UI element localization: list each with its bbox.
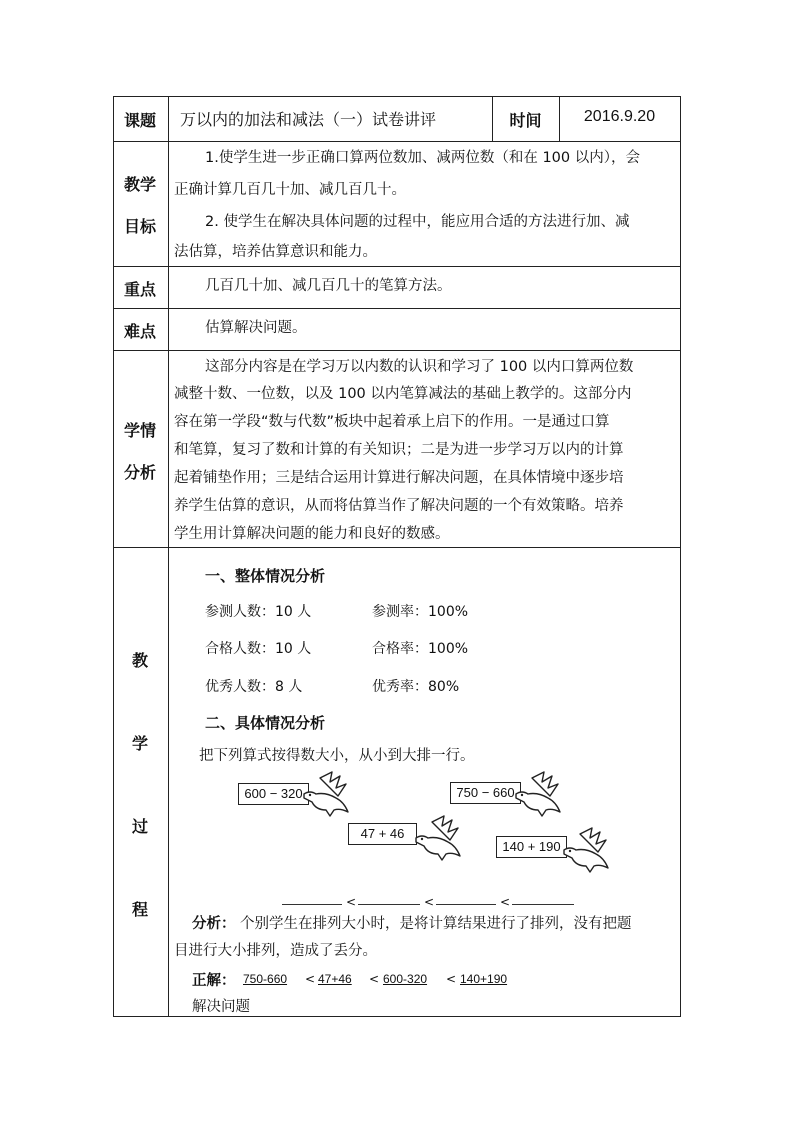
table-border-bottom bbox=[113, 1016, 680, 1017]
instruction-text: 把下列算式按得数大小，从小到大排一行。 bbox=[199, 748, 475, 764]
dove-icon bbox=[512, 770, 564, 822]
difficulty-text: 估算解决问题。 bbox=[205, 320, 307, 336]
answer-label: 正解： bbox=[192, 973, 236, 989]
analysis-line: 这部分内容是在学习万以内数的认识和学习了 100 以内口算两位数 bbox=[205, 359, 634, 375]
table-row-divider bbox=[113, 308, 680, 309]
less-than-sign: < bbox=[346, 895, 357, 909]
stat-right: 优秀率：80% bbox=[372, 679, 460, 695]
expression-box: 140 + 190 bbox=[496, 836, 567, 858]
answer-blank bbox=[512, 904, 574, 905]
stat-right: 参测率：100% bbox=[372, 604, 469, 620]
answer-value: 750-660 bbox=[243, 972, 288, 986]
section2-title: 二、具体情况分析 bbox=[205, 714, 326, 732]
table-row-divider bbox=[113, 266, 680, 267]
dove-icon bbox=[560, 826, 612, 878]
table-border-top bbox=[113, 96, 680, 97]
difficulty-label: 难点 bbox=[123, 322, 156, 341]
goals-line: 法估算，培养估算意识和能力。 bbox=[174, 244, 377, 260]
stat-left: 优秀人数：8 人 bbox=[205, 679, 303, 695]
less-than-sign: < bbox=[446, 972, 457, 986]
table-border-right bbox=[680, 96, 681, 1017]
less-than-sign: < bbox=[500, 895, 511, 909]
answer-value: 47+46 bbox=[318, 972, 352, 986]
time-label: 时间 bbox=[509, 111, 542, 130]
label-column-divider bbox=[168, 96, 169, 1017]
analysis-text-line: 个别学生在排列大小时，是将计算结果进行了排列，没有把题 bbox=[240, 916, 632, 932]
expression-box: 47 + 46 bbox=[348, 823, 417, 845]
answer-blank bbox=[282, 904, 342, 905]
goals-label-1: 教学 bbox=[123, 175, 156, 194]
analysis-line: 学生用计算解决问题的能力和良好的数感。 bbox=[174, 526, 450, 542]
analysis-text-line: 目进行大小排列，造成了丢分。 bbox=[174, 943, 377, 959]
process-label-char: 学 bbox=[131, 734, 148, 753]
process-label-char: 程 bbox=[131, 900, 148, 919]
section1-title: 一、整体情况分析 bbox=[205, 567, 326, 585]
analysis-label-1: 学情 bbox=[123, 421, 156, 440]
analysis-label-2: 分析 bbox=[123, 463, 156, 482]
analysis-line: 起着铺垫作用；三是结合运用计算进行解决问题，在具体情境中逐步培 bbox=[174, 470, 624, 486]
stat-left: 参测人数：10 人 bbox=[205, 604, 312, 620]
answer-value: 600-320 bbox=[383, 972, 428, 986]
analysis-line: 和笔算，复习了数和计算的有关知识；二是为进一步学习万以内的计算 bbox=[174, 442, 624, 458]
process-label-char: 过 bbox=[131, 817, 148, 836]
goals-label-2: 目标 bbox=[123, 217, 156, 236]
stat-right: 合格率：100% bbox=[372, 641, 469, 657]
expression-box: 750 − 660 bbox=[450, 782, 521, 804]
answer-blank bbox=[358, 904, 420, 905]
table-row-divider bbox=[113, 350, 680, 351]
analysis-line: 养学生估算的意识，从而将估算当作了解决问题的一个有效策略。培养 bbox=[174, 498, 624, 514]
topic-label: 课题 bbox=[123, 111, 156, 130]
analysis-line: 容在第一学段“数与代数”板块中起着承上启下的作用。一是通过口算 bbox=[174, 414, 610, 430]
analysis-line: 减整十数、一位数，以及 100 以内笔算减法的基础上教学的。这部分内 bbox=[174, 386, 632, 402]
less-than-sign: < bbox=[369, 972, 380, 986]
stat-left: 合格人数：10 人 bbox=[205, 641, 312, 657]
less-than-sign: < bbox=[424, 895, 435, 909]
date-value: 2016.9.20 bbox=[583, 108, 656, 125]
goals-line: 正确计算几百几十加、减几百几十。 bbox=[174, 182, 406, 198]
dove-icon bbox=[300, 770, 352, 822]
goals-line: 1.使学生进一步正确口算两位数加、减两位数（和在 100 以内），会 bbox=[205, 150, 640, 166]
topic-title: 万以内的加法和减法（一）试卷讲评 bbox=[180, 110, 437, 129]
goals-line: 2. 使学生在解决具体问题的过程中，能应用合适的方法进行加、减 bbox=[205, 214, 630, 230]
analysis-label: 分析： bbox=[192, 916, 236, 932]
dove-icon bbox=[412, 814, 464, 866]
answer-blank bbox=[436, 904, 496, 905]
key-point-label: 重点 bbox=[123, 280, 156, 299]
process-label-char: 教 bbox=[131, 651, 148, 670]
next-heading: 解决问题 bbox=[192, 999, 250, 1015]
expression-box: 600 − 320 bbox=[238, 783, 309, 805]
less-than-sign: < bbox=[305, 972, 316, 986]
table-row-divider bbox=[113, 141, 680, 142]
answer-value: 140+190 bbox=[460, 972, 508, 986]
key-point-text: 几百几十加、减几百几十的笔算方法。 bbox=[205, 278, 452, 294]
